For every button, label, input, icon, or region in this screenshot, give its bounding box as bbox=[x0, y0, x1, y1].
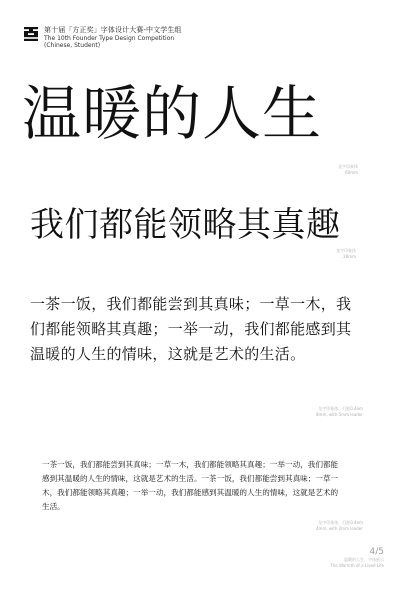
size-note-paragraph-large-size: 8mm, with 5mm leader bbox=[316, 412, 363, 417]
size-note-paragraph-small-name: 龙字印象体，行距0.4em bbox=[318, 520, 363, 525]
size-note-paragraph-small-size: 4mm, with 2mm leader bbox=[316, 526, 363, 531]
specimen-title: 温暖的人生 bbox=[22, 79, 323, 148]
competition-title-cn: 第十届「方正奖」字体设计大赛-中文学生组 bbox=[44, 26, 182, 34]
page-caption-cn: 温暖的人生，字体展示 bbox=[344, 557, 384, 562]
specimen-paragraph-small: 一茶一饭，我们都能尝到其真味；一草一木，我们都能领略其真趣；一举一动，我们都能感到其温暖的人生的情味，这就是艺术的生活。一茶一饭，我们都能尝到其真味；一草一木，我们都能领略其真趣；一举一动，我们都能感到其温暖的人生的情味，这就是艺术的生活。 bbox=[42, 460, 339, 511]
specimen-subtitle: 我们都能领略其真趣 bbox=[30, 205, 341, 245]
size-note-paragraph-large-name: 龙字印象体，行距0.4em bbox=[318, 406, 363, 411]
specimen-paragraph-large: 一茶一饭，我们都能尝到其真味；一草一木，我们都能领略其真趣；一举一动，我们都能感到其温暖的人生的情味，这就是艺术的生活。 bbox=[30, 295, 352, 363]
competition-header bbox=[24, 26, 182, 50]
size-note-title-name: 龙字印象体 bbox=[338, 164, 358, 169]
size-note-title bbox=[338, 164, 358, 176]
page-footer bbox=[330, 547, 384, 568]
size-note-title-size: 60mm bbox=[345, 170, 358, 175]
competition-category-en: (Chinese, Student) bbox=[44, 42, 101, 50]
size-note-subtitle bbox=[336, 248, 356, 260]
founder-logo-icon bbox=[24, 27, 38, 41]
size-note-subtitle-size: 28mm bbox=[343, 254, 356, 259]
size-note-subtitle-name: 龙字印象体 bbox=[336, 248, 356, 253]
page-number: 4/5 bbox=[369, 547, 384, 557]
size-note-paragraph-large bbox=[316, 406, 363, 418]
size-note-paragraph-small bbox=[316, 520, 363, 532]
competition-title-en: The 10th Founder Type Design Competition bbox=[44, 34, 175, 42]
page-caption-en: The Warmth of a Lived Life bbox=[330, 562, 384, 568]
